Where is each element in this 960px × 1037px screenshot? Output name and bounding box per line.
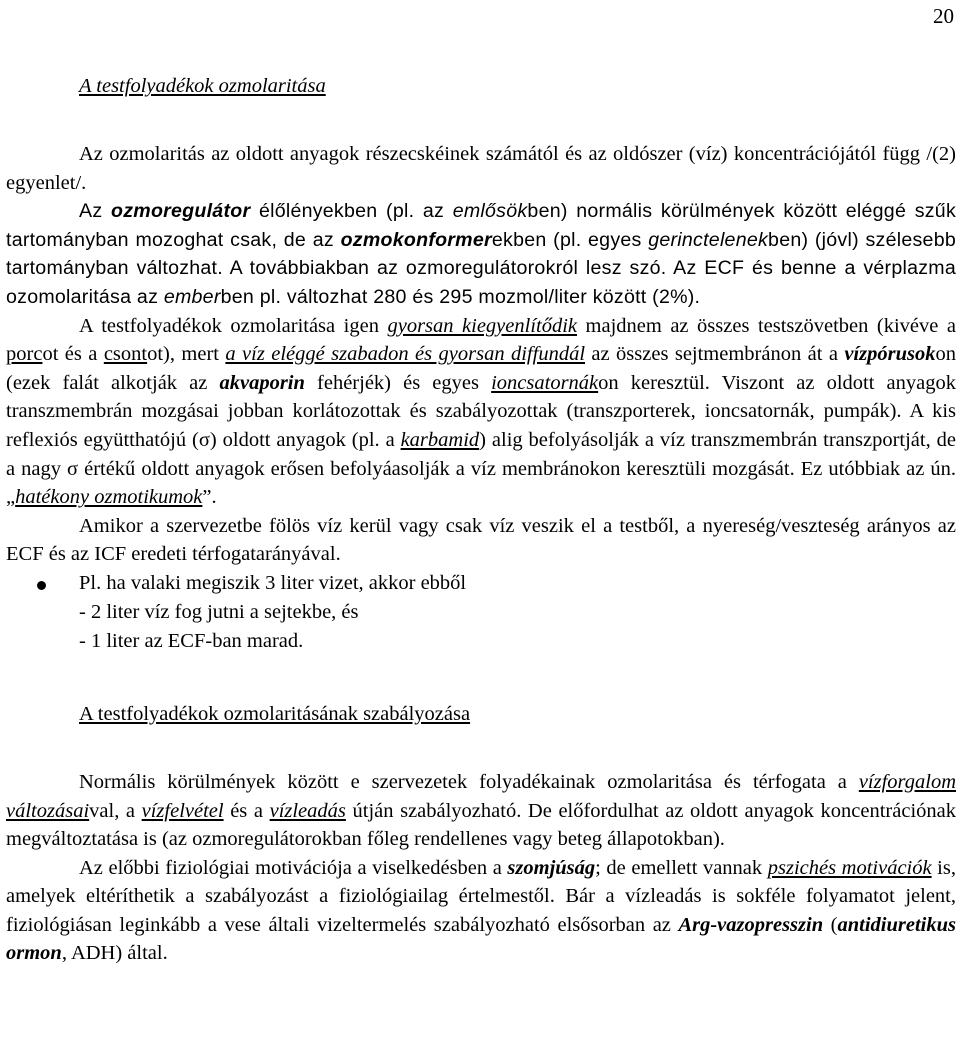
term-ozmokonformer: ozmokonformer bbox=[340, 228, 492, 251]
term-ozmoregulator: ozmoregulátor bbox=[111, 200, 251, 223]
term-antidiuretikus-ormon: antidiuretikus ormon bbox=[6, 913, 957, 965]
example-list bbox=[6, 569, 956, 656]
paragraph-osmoregulators: Az ozmoregulátor élőlényekben (pl. az emlősökben) normális körülmények között eléggé szűk tartományban mozoghat csak, de az ozmokonformerekben (pl. egyes gerinctelenekben) (jóvl) szélesebb tartományban változhat. A továbbiakban az ozmoregulátorokról lesz szó. Az ECF és benne a vérplazma ozomolaritása az emberben pl. változhat 280 és 295 mozmol/liter között (2%). bbox=[6, 200, 957, 308]
paragraph-thirst: Az előbbi fiziológiai motivációja a viselkedésben a szomjúság; de emellett vannak pszichés motivációk is, amelyek eltéríthetik a szabályozást a fiziológiailag értelmestől. Bár a vízleadás is sokféle folyamatot jelent, fiziológiásan leginkább a vese általi vizeltermelés szabályozható elsősorban az Arg-vazopresszin (antidiuretikus ormon, ADH) által. bbox=[6, 856, 957, 965]
bullet-icon bbox=[37, 581, 46, 590]
paragraph-water-gain-loss: Amikor a szervezetbe fölös víz kerül vagy csak víz veszik el a testből, a nyereség/veszteség arányos az ECF és az ICF eredeti térfogatarányával. bbox=[6, 514, 956, 566]
term-vizporusok: vízpórusok bbox=[844, 343, 936, 366]
section-heading-osmolarity: A testfolyadékok ozmolaritása bbox=[79, 75, 326, 97]
paragraph-equalization: A testfolyadékok ozmolaritása igen gyorsan kiegyenlítődik majdnem az összes testszövetben (kivéve a porcot és a csontot), mert a víz eléggé szabadon és gyorsan diffundál az összes sejtmembránon át a vízpórusokon (ezek falát alkotják az akvaporin fehérjék) és egyes ioncsatornákon keresztül. Viszont az oldott anyagok transzmembrán mozgásai jobban korlátozottak és szabályozottak (transzporterek, ioncsatornák, pumpák). A kis reflexiós együtthatójú (σ) oldott anyagok (pl. a karbamid) alig befolyásolják a víz transzmembrán transzportját, de a nagy σ értékű oldott anyagok erősen befolyáasolják a víz membránokon keresztüli mozgását. Ez utóbbiak az ún. „hatékony ozmotikumok”. bbox=[6, 314, 956, 509]
document-body bbox=[6, 72, 956, 968]
paragraph-definition: Az ozmolaritás az oldott anyagok részecskéinek számától és az oldószer (víz) koncentrációjától függ /(2) egyenlet/. bbox=[6, 143, 956, 194]
term-szomjusag: szomjúság bbox=[507, 856, 596, 879]
page-number: 20 bbox=[933, 4, 954, 28]
section-heading-regulation: A testfolyadékok ozmolaritásának szabályozása bbox=[79, 702, 471, 725]
list-item: - 1 liter az ECF-ban marad. bbox=[79, 629, 304, 652]
list-item: Pl. ha valaki megiszik 3 liter vizet, akkor ebből bbox=[6, 569, 956, 598]
paragraph-regulation: Normális körülmények között e szervezetek folyadékainak ozmolaritása és térfogata a vízforgalom változásaival, a vízfelvétel és a vízleadás útján szabályozható. De előfordulhat az oldott anyagok koncentrációnak megváltoztatása is (az ozmoregulátorokban főleg rendellenes vagy beteg állapotokban). bbox=[6, 770, 956, 851]
term-akvaporin: akvaporin bbox=[219, 371, 305, 394]
list-item: - 2 liter víz fog jutni a sejtekbe, és bbox=[79, 600, 359, 623]
term-arg-vazopresszin: Arg-vazopresszin bbox=[678, 913, 824, 936]
